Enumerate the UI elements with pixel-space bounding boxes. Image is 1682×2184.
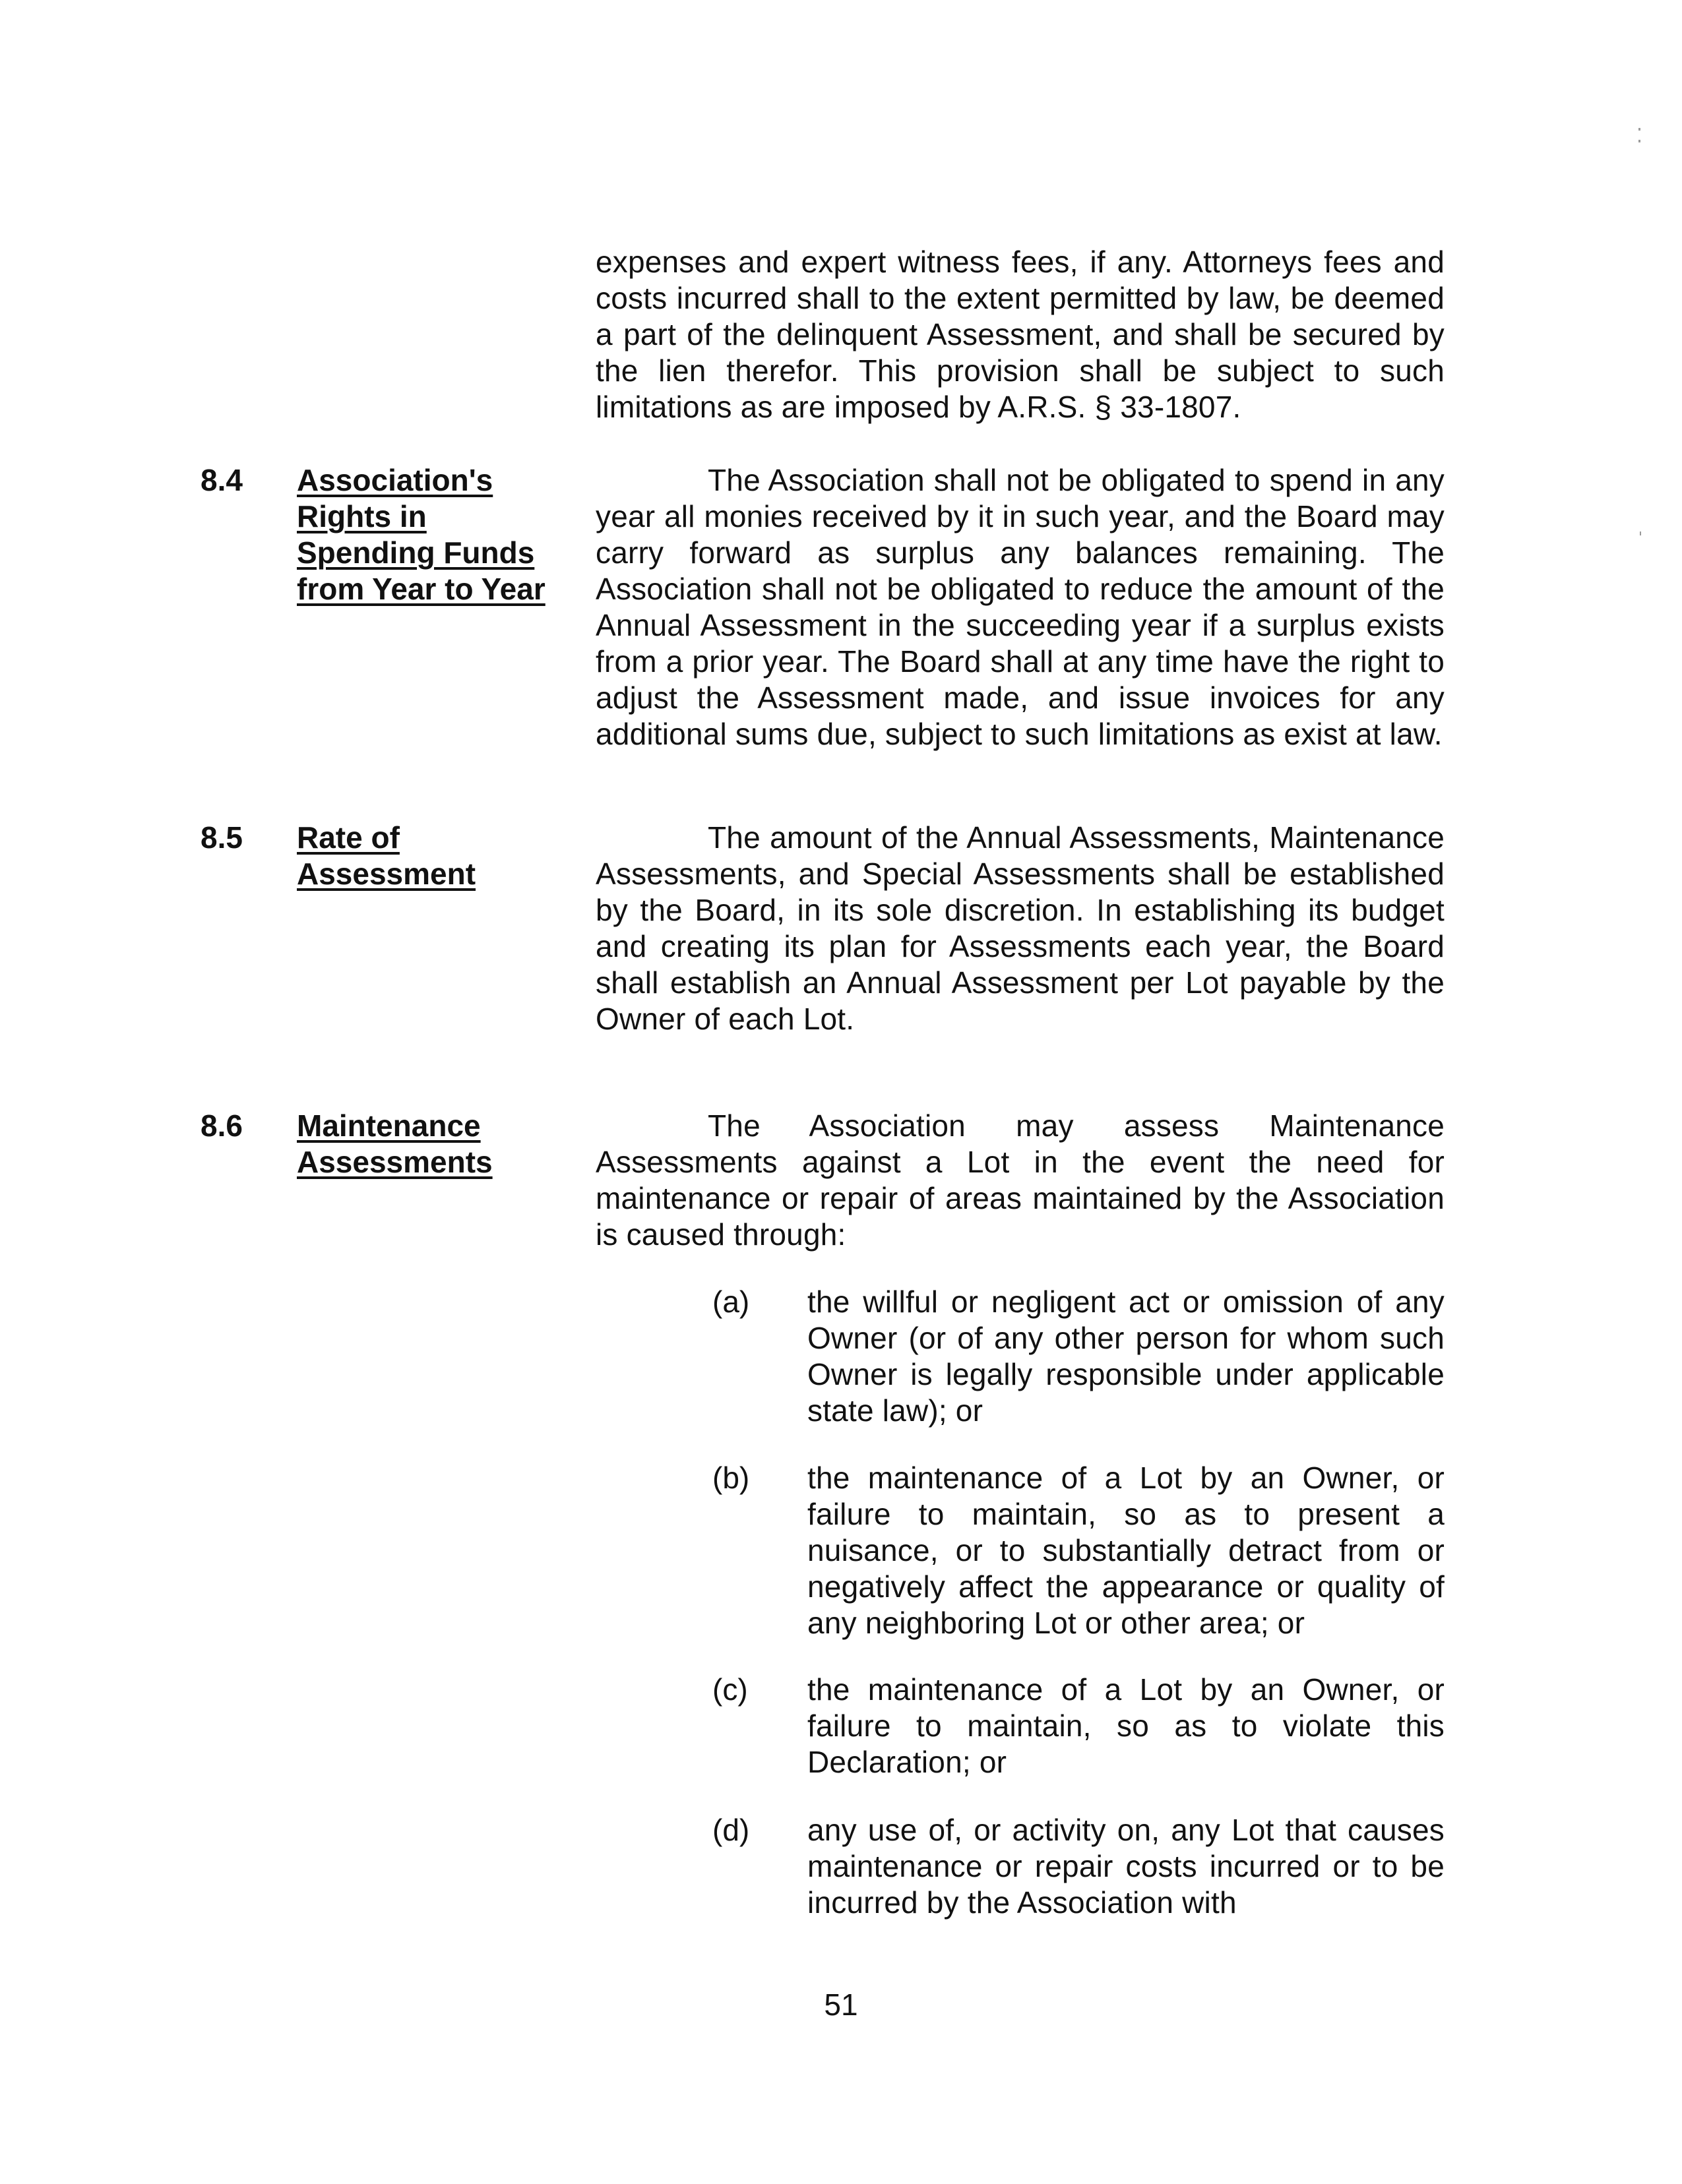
list-item: the maintenance of a Lot by an Owner, or failure to maintain, so as to present a nuisance, or to substantially detract from or negatively affect the appearance or quality of any neighboring Lot or other area; or xyxy=(807,1461,1445,1640)
section-number: 8.6 xyxy=(201,1108,243,1143)
section-heading xyxy=(297,1108,574,1180)
section-heading xyxy=(297,462,574,607)
section-number: 8.5 xyxy=(201,820,243,855)
list-item-label: (d) xyxy=(712,1813,750,1847)
section-body: The Association shall not be obligated to spend in any year all monies received by it in such year, and the Board may carry forward as surplus any balances remaining. The Association shall not be obligated to reduce the amount of the Annual Assessment in the succeeding year if a surplus exists from a prior year. The Board shall at any time have the right to adjust the Assessment made, and issue invoices for any additional sums due, subject to such limitations as exist at law. xyxy=(596,463,1445,751)
section-number: 8.4 xyxy=(201,463,243,497)
section-body: The Association may assess Maintenance Assessments against a Lot in the event the need for maintenance or repair of areas maintained by the Association is caused through: xyxy=(596,1108,1445,1252)
section-heading-line: Association's xyxy=(297,463,493,497)
list-item: the willful or negligent act or omission of any Owner (or of any other person for whom such Owner is legally responsible under applicable state law); or xyxy=(807,1285,1445,1428)
list-item-label: (c) xyxy=(712,1672,748,1707)
section-heading-line: Spending Funds xyxy=(297,535,535,570)
scan-mark xyxy=(1638,128,1640,131)
list-item-label: (a) xyxy=(712,1285,750,1319)
section-heading-line: Maintenance xyxy=(297,1108,481,1143)
list-item: the maintenance of a Lot by an Owner, or failure to maintain, so as to violate this Declaration; or xyxy=(807,1672,1445,1779)
page-number: 51 xyxy=(824,1987,858,2022)
continuation-paragraph: expenses and expert witness fees, if any. Attorneys fees and costs incurred shall to the extent permitted by law, be deemed a part of the delinquent Assessment, and shall be secured by the lien therefor. This provision shall be subject to such limitations as are imposed by A.R.S. § 33-1807. xyxy=(596,245,1445,424)
section-heading-line: Rate of xyxy=(297,820,400,855)
section-heading-line: Rights in xyxy=(297,499,427,533)
scan-mark xyxy=(1640,531,1641,535)
list-item-label: (b) xyxy=(712,1461,750,1495)
scan-mark xyxy=(1638,140,1640,142)
section-heading-line: from Year to Year xyxy=(297,572,545,606)
section-heading xyxy=(297,820,574,892)
section-heading-line: Assessments xyxy=(297,1145,493,1179)
list-item: any use of, or activity on, any Lot that causes maintenance or repair costs incurred or to be incurred by the Association with xyxy=(807,1813,1445,1920)
section-body: The amount of the Annual Assessments, Maintenance Assessments, and Special Assessments shall be established by the Board, in its sole discretion. In establishing its budget and creating its plan for Assessments each year, the Board shall establish an Annual Assessment per Lot payable by the Owner of each Lot. xyxy=(596,820,1445,1036)
section-heading-line: Assessment xyxy=(297,857,476,891)
